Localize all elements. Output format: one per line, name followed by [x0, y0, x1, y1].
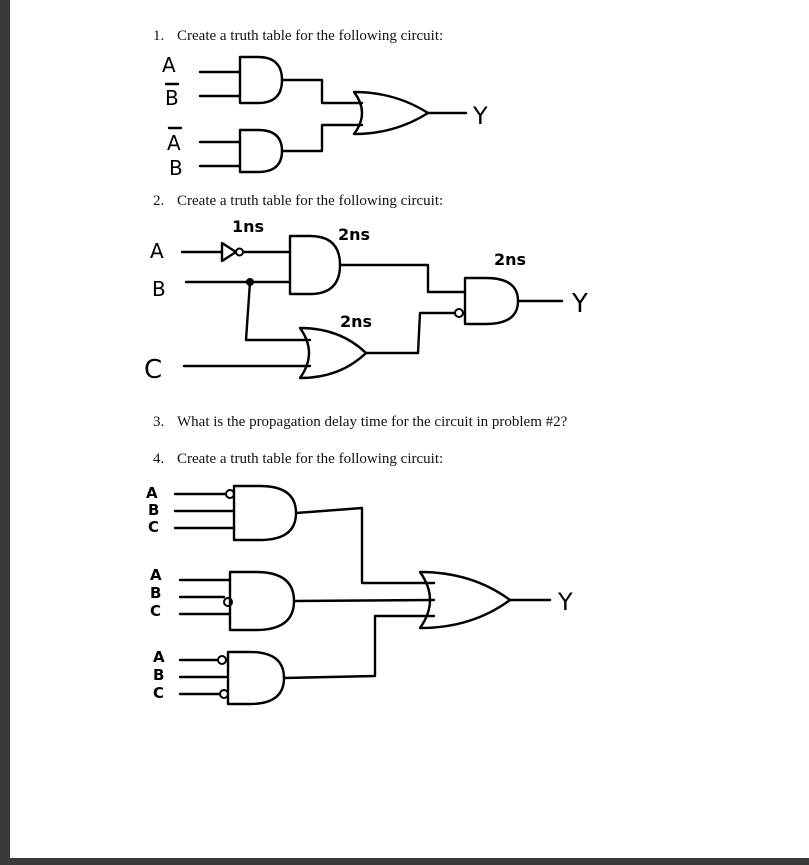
c1-wire-and2-or	[282, 125, 362, 151]
c1-and-gate-top	[240, 57, 282, 103]
c2-input-c: C	[144, 355, 163, 385]
c1-or-gate	[354, 92, 428, 134]
c1-and-gate-bottom	[240, 130, 282, 172]
c2-wire-b-or	[246, 282, 310, 340]
circuit-diagrams	[10, 0, 809, 858]
c1-input-b: B	[169, 156, 183, 180]
question-1-number: 1.	[153, 28, 165, 44]
c2-delay-or: 2ns	[340, 312, 373, 331]
question-2-text: Create a truth table for the following circuit:	[177, 193, 444, 209]
c2-or-gate	[300, 328, 366, 378]
c4-g2-input-a: A	[150, 566, 162, 584]
c4-output-y: Y	[558, 588, 573, 616]
c2-not-gate	[222, 243, 236, 261]
c4-g3-input-b: B	[153, 666, 165, 684]
circuit-1	[162, 53, 488, 180]
c4-g3-input-a: A	[153, 648, 165, 666]
c2-wire-or-out	[366, 313, 465, 353]
question-4-text: Create a truth table for the following circuit:	[177, 451, 444, 467]
c4-and-gate-2	[230, 572, 294, 630]
c4-g2-input-b: B	[150, 584, 162, 602]
c2-input-a: A	[150, 239, 164, 263]
c2-and-gate	[290, 236, 340, 294]
circuit-2	[144, 217, 588, 385]
question-4-number: 4.	[153, 451, 165, 467]
c4-wire-and1-or	[296, 508, 434, 583]
question-1-text: Create a truth table for the following circuit:	[177, 28, 444, 44]
question-3-text: What is the propagation delay time for the circuit in problem #2?	[177, 414, 568, 430]
c4-and-gate-1	[234, 486, 296, 540]
c4-wire-and3-or	[284, 616, 434, 678]
c2-delay-and: 2ns	[338, 225, 371, 244]
c2-output-y: Y	[572, 289, 588, 319]
c2-inverted-input-bubble	[455, 309, 463, 317]
c2-wire-and-out	[340, 265, 465, 292]
c1-input-a-bar: A	[167, 131, 181, 155]
c4-wire-and2-or	[294, 600, 434, 601]
c4-g1-input-b: B	[148, 501, 160, 519]
document-page	[10, 0, 809, 858]
c1-output-y: Y	[473, 102, 488, 130]
c1-input-a: A	[162, 53, 176, 77]
c4-g1-input-a: A	[146, 484, 158, 502]
question-2-number: 2.	[153, 193, 165, 209]
c2-input-b: B	[152, 277, 166, 301]
c2-delay-out: 2ns	[494, 250, 527, 269]
circuit-4	[146, 484, 573, 704]
c4-and-gate-3	[228, 652, 284, 704]
c4-g3-bubble-a	[218, 656, 226, 664]
c4-g2-input-c: C	[150, 602, 162, 620]
c4-g1-input-c: C	[148, 518, 160, 536]
question-3-number: 3.	[153, 414, 165, 430]
c4-g3-input-c: C	[153, 684, 165, 702]
c2-final-and-gate	[465, 278, 518, 324]
c1-input-b-bar: B	[165, 86, 179, 110]
c2-delay-not: 1ns	[232, 217, 265, 236]
c1-wire-and1-or	[282, 80, 362, 103]
